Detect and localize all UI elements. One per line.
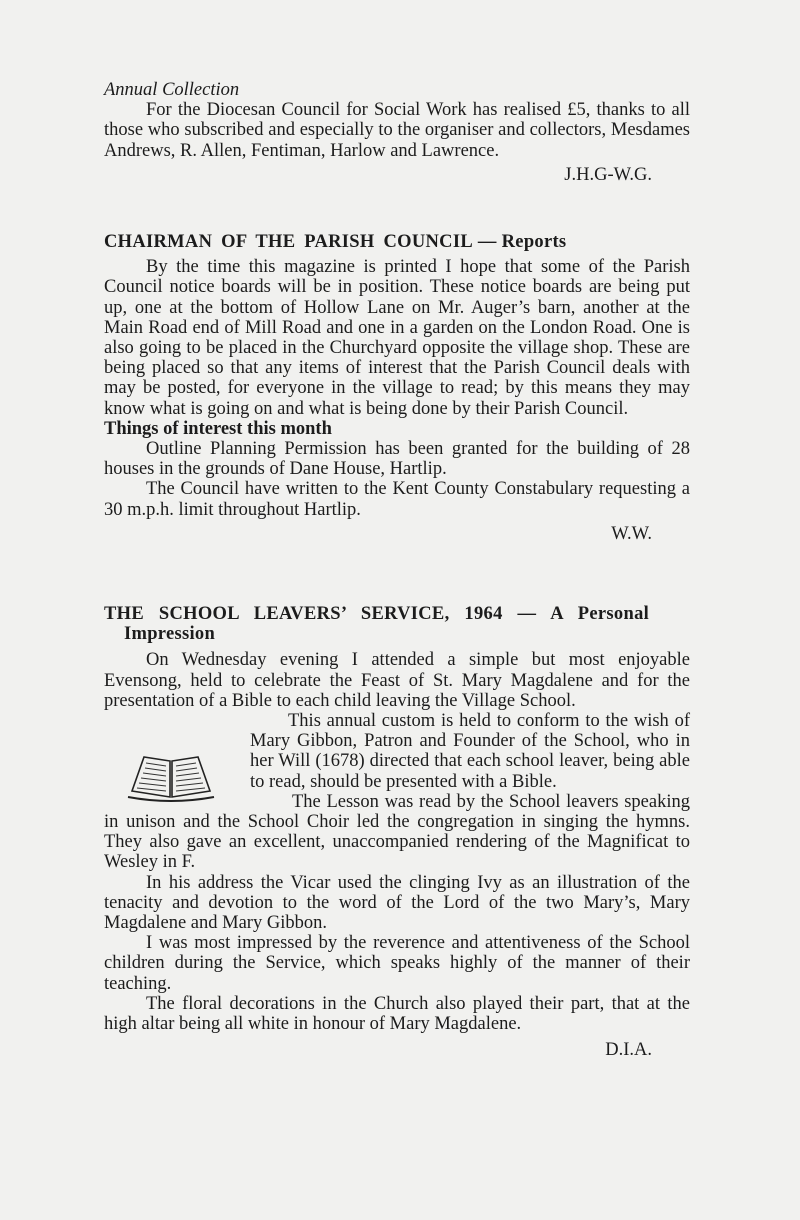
annual-collection-section bbox=[104, 80, 690, 185]
chairman-heading-tail: — Reports bbox=[477, 232, 567, 252]
annual-collection-title: Annual Collection bbox=[104, 80, 240, 100]
school-illustrated-block bbox=[104, 711, 690, 792]
school-paragraph-address: In his address the Vicar used the clinging Ivy as an illustration of the tenacity and devotion to the word of the Lord of the two Mary’s, Mary Magdalene and Mary Gibbon. bbox=[104, 872, 690, 934]
school-heading: THE SCHOOL LEAVERS’ SERVICE, 1964 — A Personal bbox=[104, 604, 650, 624]
chairman-item-planning: Outline Planning Permission has been granted for the building of 28 houses in the grounds of Dane House, Hartlip. bbox=[104, 439, 690, 480]
school-signature: D.I.A. bbox=[605, 1040, 652, 1061]
school-paragraph-floral: The floral decorations in the Church also played their part, that at the high altar being all white in honour of Mary Magdalene. bbox=[104, 993, 690, 1035]
annual-collection-body: For the Diocesan Council for Social Work has realised £5, thanks to all those who subscribed and especially to the organiser and collectors, Mesdames Andrews, R. Allen, Fentiman, Harlow and Lawrence. bbox=[104, 100, 690, 161]
school-paragraph-lesson: The Lesson was read by the School leavers speaking in unison and the School Choir led the congregation in singing the hymns. They also gave an excellent, unaccompanied rendering of the Magnificat to Wesley in F. bbox=[104, 791, 690, 873]
chairman-section bbox=[104, 232, 690, 544]
school-heading-line2: Impression bbox=[124, 624, 216, 645]
chairman-heading bbox=[104, 232, 690, 252]
chairman-body: By the time this magazine is printed I hope that some of the Parish Council notice boards will be in position. These notice boards are being put up, one at the bottom of Hollow Lane on Mr. Auger’s barn, another at the Main Road end of Mill Road and one in a garden on the London Road. One is also going to be placed in the Churchyard opposite the village shop. These are being placed so that any items of interest that the Parish Council deals with may be posted, for everyone in the village to read; by this means they may know what is going on and what is being done by their Parish Council. bbox=[104, 257, 690, 419]
school-paragraph-evensong: On Wednesday evening I attended a simple but most enjoyable Evensong, held to celebrate the Feast of St. Mary Magdalene and for the presentation of a Bible to each child leaving the Village School. bbox=[104, 650, 690, 711]
school-leavers-section bbox=[104, 604, 690, 1060]
open-bible-icon bbox=[126, 747, 216, 803]
annual-collection-signature: J.H.G-W.G. bbox=[564, 164, 652, 185]
school-paragraph-impressed: I was most impressed by the reverence and attentiveness of the School children during the Service, which speaks highly of the manner of their teaching. bbox=[104, 933, 690, 994]
chairman-signature: W.W. bbox=[611, 523, 652, 544]
chairman-item-speed-limit: The Council have written to the Kent County Constabulary requesting a 30 m.p.h. limit throughout Hartlip. bbox=[104, 479, 690, 520]
school-paragraph-custom: This annual custom is held to conform to the wish of Mary Gibbon, Patron and Founder of the School, who in her Will (1678) directed that each school leaver, being able to read, should be presented with a Bible. bbox=[250, 711, 690, 792]
chairman-heading-caps: CHAIRMAN OF THE PARISH COUNCIL bbox=[104, 232, 473, 252]
chairman-subheading: Things of interest this month bbox=[104, 418, 332, 439]
